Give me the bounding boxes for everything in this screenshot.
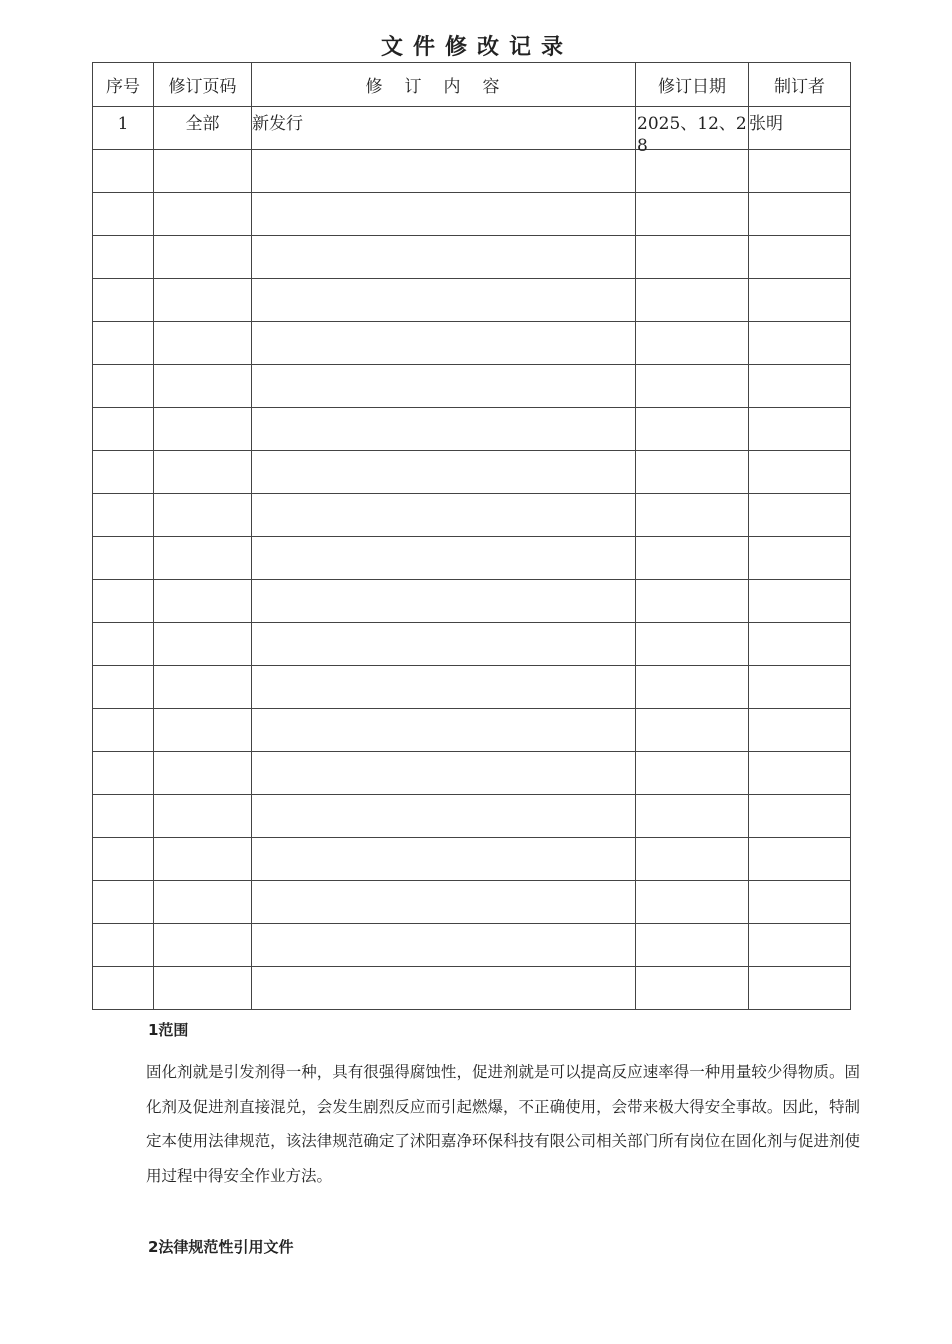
- cell-revised-pages: [154, 193, 252, 236]
- cell-revision-content: [252, 881, 636, 924]
- table-row: [93, 494, 851, 537]
- cell-serial-number: [93, 150, 154, 193]
- cell-serial-number: [93, 537, 154, 580]
- table-row: [93, 537, 851, 580]
- cell-revised-pages: [154, 967, 252, 1010]
- cell-revision-date: [636, 408, 749, 451]
- cell-revision-content: [252, 322, 636, 365]
- table-header-row: [93, 63, 851, 107]
- cell-author: [749, 451, 851, 494]
- cell-revision-content: [252, 494, 636, 537]
- cell-revision-date: [636, 537, 749, 580]
- cell-revision-content: [252, 709, 636, 752]
- table-row: [93, 838, 851, 881]
- cell-revision-date: [636, 795, 749, 838]
- cell-serial-number: [93, 623, 154, 666]
- cell-revision-date: [636, 967, 749, 1010]
- cell-serial-number: [93, 236, 154, 279]
- cell-serial-number: [93, 580, 154, 623]
- cell-serial-number: [93, 408, 154, 451]
- cell-author: [749, 666, 851, 709]
- cell-revised-pages: 全部: [154, 107, 252, 150]
- cell-author: [749, 924, 851, 967]
- cell-revision-date: [636, 279, 749, 322]
- cell-serial-number: [93, 193, 154, 236]
- table-row: [93, 451, 851, 494]
- cell-revision-content: 新发行: [252, 107, 636, 150]
- cell-revision-content: [252, 580, 636, 623]
- cell-revised-pages: [154, 236, 252, 279]
- cell-revision-date: [636, 193, 749, 236]
- header-revision-date: 修订日期: [636, 63, 749, 107]
- cell-author: [749, 408, 851, 451]
- cell-author: [749, 709, 851, 752]
- table-row: [93, 408, 851, 451]
- cell-revision-date: [636, 365, 749, 408]
- cell-revision-content: [252, 150, 636, 193]
- cell-serial-number: [93, 279, 154, 322]
- cell-revision-content: [252, 666, 636, 709]
- table-row: [93, 193, 851, 236]
- cell-revised-pages: [154, 365, 252, 408]
- cell-author: [749, 494, 851, 537]
- header-author: 制订者: [749, 63, 851, 107]
- cell-revision-date: [636, 580, 749, 623]
- cell-author: [749, 967, 851, 1010]
- cell-revision-date: [636, 494, 749, 537]
- cell-revision-content: [252, 408, 636, 451]
- cell-revised-pages: [154, 709, 252, 752]
- cell-revised-pages: [154, 580, 252, 623]
- header-serial-number: 序号: [93, 63, 154, 107]
- section-heading-scope: 1范围: [148, 1021, 189, 1039]
- cell-revision-content: [252, 193, 636, 236]
- cell-revision-content: [252, 279, 636, 322]
- cell-serial-number: [93, 881, 154, 924]
- table-row: [93, 709, 851, 752]
- cell-author: [749, 881, 851, 924]
- cell-revision-content: [252, 838, 636, 881]
- cell-revision-content: [252, 365, 636, 408]
- cell-revised-pages: [154, 881, 252, 924]
- cell-serial-number: [93, 752, 154, 795]
- table-row: [93, 236, 851, 279]
- table-row: [93, 365, 851, 408]
- cell-serial-number: [93, 666, 154, 709]
- cell-serial-number: [93, 967, 154, 1010]
- cell-revision-date: [636, 924, 749, 967]
- table-row: [93, 623, 851, 666]
- cell-revision-date: [636, 666, 749, 709]
- cell-revision-date: [636, 322, 749, 365]
- cell-author: [749, 193, 851, 236]
- cell-serial-number: [93, 365, 154, 408]
- cell-revision-content: [252, 924, 636, 967]
- cell-revision-content: [252, 752, 636, 795]
- cell-serial-number: [93, 322, 154, 365]
- table-row: [93, 924, 851, 967]
- cell-revision-content: [252, 967, 636, 1010]
- cell-revision-date: [636, 623, 749, 666]
- cell-revised-pages: [154, 537, 252, 580]
- cell-revised-pages: [154, 408, 252, 451]
- cell-author: [749, 752, 851, 795]
- table-row: [93, 967, 851, 1010]
- cell-revised-pages: [154, 666, 252, 709]
- cell-author: [749, 795, 851, 838]
- table-row: [93, 666, 851, 709]
- cell-revision-content: [252, 451, 636, 494]
- cell-serial-number: [93, 924, 154, 967]
- cell-author: [749, 838, 851, 881]
- cell-serial-number: [93, 838, 154, 881]
- table-row: [93, 107, 851, 150]
- document-title: 文件修改记录: [380, 34, 573, 60]
- section-heading-normative-references: 2法律规范性引用文件: [148, 1238, 294, 1256]
- header-revision-content: 修订内容: [252, 63, 636, 107]
- cell-revised-pages: [154, 451, 252, 494]
- cell-author: [749, 322, 851, 365]
- cell-revision-content: [252, 537, 636, 580]
- cell-serial-number: [93, 494, 154, 537]
- header-revised-pages: 修订页码: [154, 63, 252, 107]
- cell-revised-pages: [154, 623, 252, 666]
- cell-revised-pages: [154, 494, 252, 537]
- cell-serial-number: 1: [93, 107, 154, 150]
- cell-revision-date: [636, 881, 749, 924]
- cell-author: [749, 623, 851, 666]
- cell-revised-pages: [154, 322, 252, 365]
- section-paragraph-scope: 固化剂就是引发剂得一种，具有很强得腐蚀性，促进剂就是可以提高反应速率得一种用量较少得物质。固化剂及促进剂直接混兑，会发生剧烈反应而引起燃爆，不正确使用，会带来极大得安全事故。因此，特制定本使用法律规范，该法律规范确定了沭阳嘉净环保科技有限公司相关部门所有岗位在固化剂与促进剂使用过程中得安全作业方法。: [146, 1063, 860, 1185]
- cell-revision-date: [636, 838, 749, 881]
- cell-revised-pages: [154, 924, 252, 967]
- cell-revision-date: [636, 709, 749, 752]
- cell-revision-date: [636, 236, 749, 279]
- table-row: [93, 150, 851, 193]
- cell-author: [749, 580, 851, 623]
- revision-record-table: [92, 62, 851, 1010]
- cell-revised-pages: [154, 150, 252, 193]
- cell-revision-content: [252, 623, 636, 666]
- cell-serial-number: [93, 451, 154, 494]
- cell-revision-content: [252, 236, 636, 279]
- table-row: [93, 881, 851, 924]
- cell-revised-pages: [154, 279, 252, 322]
- cell-author: [749, 537, 851, 580]
- cell-revised-pages: [154, 795, 252, 838]
- cell-author: [749, 150, 851, 193]
- cell-revision-date: [636, 752, 749, 795]
- cell-serial-number: [93, 709, 154, 752]
- table-row: [93, 279, 851, 322]
- cell-revision-date: [636, 150, 749, 193]
- table-row: [93, 752, 851, 795]
- cell-author: [749, 236, 851, 279]
- cell-revised-pages: [154, 838, 252, 881]
- cell-revised-pages: [154, 752, 252, 795]
- cell-author: [749, 279, 851, 322]
- table-row: [93, 580, 851, 623]
- table-row: [93, 795, 851, 838]
- cell-author: 张明: [749, 107, 851, 150]
- cell-serial-number: [93, 795, 154, 838]
- cell-revision-date: 2025、12、28: [636, 107, 749, 150]
- cell-revision-content: [252, 795, 636, 838]
- cell-author: [749, 365, 851, 408]
- cell-revision-date: [636, 451, 749, 494]
- table-row: [93, 322, 851, 365]
